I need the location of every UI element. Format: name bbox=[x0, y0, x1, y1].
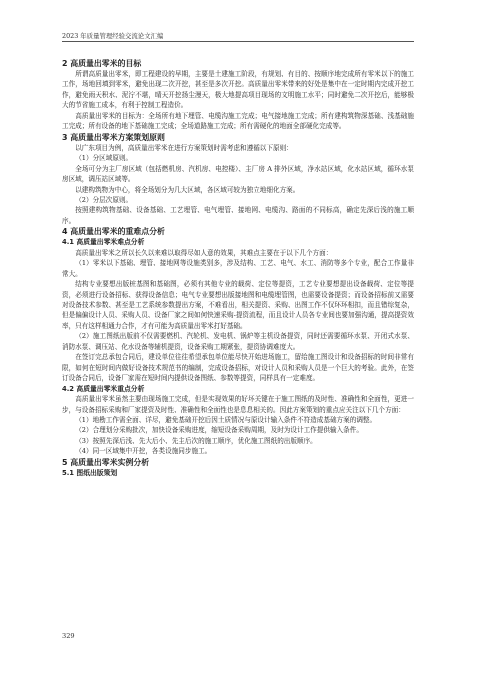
subsection-heading: 4.1 高质量出零米难点分析 bbox=[62, 238, 145, 247]
paragraph: 以广东项目为例，高质量出零米在进行方案策划时需考虑和遵循以下原则： bbox=[75, 143, 293, 152]
page-number: 329 bbox=[62, 632, 75, 640]
paragraph: （2）施工图纸出版前不仅需要燃机、汽轮机、发电机、锅炉等主机设备提资，同时还需要循环水泵、开闭式水泵、消防水泵、调压站、化水设备等辅机提资，设备采购工期紧张，提资协调难度大。 bbox=[62, 332, 414, 351]
paragraph: 所谓高质量出零米，即工程建设的早期，主要是土建施工阶段，有规划、有目的、按顺序地完成所有零米以下的施工工作，场地回填到零米，避免出现二次开挖，甚至是多次开挖。高质量出零米带来的好处是集中在一定时期内完成开挖工作，避免雨天积水、泥泞不堪，晴天开挖扬尘漫天，极大地提高项目现场的文明施工水平；同时避免二次开挖后，能够极大的节省施工成本，有利于控制工程造价。 bbox=[62, 70, 414, 110]
header-rule bbox=[62, 41, 414, 42]
paragraph: 以建构筑物为中心，将全场划分为几大区域，各区域可较为独立地细化方案。 bbox=[75, 185, 300, 194]
paragraph: 高质量出零米之所以长久以来难以取得尽如人意的效果，其难点主要在于以下几个方面： bbox=[75, 248, 333, 257]
section-heading: 3 高质量出零米方案策划原则 bbox=[62, 132, 165, 142]
paragraph: （1）地勘工作需全面、详尽，避免基础开挖后因土质情况与原设计输入条件不符造成基础方案的调整。 bbox=[75, 415, 377, 424]
running-header: 2023 年质量管理经验交流论文汇编 bbox=[62, 32, 164, 40]
paragraph: 高质量出零米虽然主要由现场施工完成，但是实现效果的好坏关键在于施工图纸的及时性、准确性和全面性，更进一步，与设备招标采购和厂家提资及时性、准确性和全面性也是息息相关的。因此方案策划的重点应关注以下几个方面： bbox=[62, 395, 414, 414]
subsection-heading: 4.2 高质量出零米重点分析 bbox=[62, 384, 145, 393]
paragraph: （2）合理划分采购批次，加快设备采购进度，缩短设备采购周期，及时为设计工作提供输入条件。 bbox=[75, 426, 363, 435]
paragraph: （4）同一区域集中开挖，各类设施同步施工。 bbox=[75, 447, 212, 456]
paragraph: （1）分区域原则。 bbox=[75, 154, 133, 163]
paragraph: （3）按照先深后浅、先大后小、先主后次的施工顺序，优化施工图纸的出版顺序。 bbox=[75, 436, 317, 445]
paragraph: （2）分层次原则。 bbox=[75, 195, 133, 204]
subsection-heading: 5.1 图纸出版策划 bbox=[62, 468, 118, 477]
paragraph: 结构专业要想出版桩基图和基础图，必须有其他专业的载荷、定位等提资，工艺专业要想提出设备载荷、定位等提资，必须进行设备招标、获得设备信息；电气专业要想出版接地图和电缆埋管图，也需要设备提资；而设备招标前又需要对设备技术参数、甚至是工艺系统参数提出方案，不难看出，相关提资、采购、出图工作不仅环环相扣，而且错综复杂，但是偏偏设计人员、采购人员、设备厂家之间如何快速采购-提资流程，而且设计人员各专业间也要加强沟通，提高提资效率，只有这样相通力合作，才有可能为高质量出零米打好基础。 bbox=[62, 280, 414, 330]
paragraph: 按照建构筑物基础、设备基础、工艺埋管、电气埋管、接地网、电缆沟、路面的不同标高，确定先深后浅的施工顺序。 bbox=[62, 206, 414, 225]
section-heading: 4 高质量出零米的重难点分析 bbox=[62, 227, 165, 237]
article-body bbox=[62, 58, 414, 478]
paragraph: （1）零米以下基础、埋管、接地网等设施类别多，涉及结构、工艺、电气、水工、消防等多个专业，配合工作量非常大。 bbox=[62, 259, 414, 278]
section-heading: 5 高质量出零米实例分析 bbox=[62, 457, 150, 467]
paragraph: 在签订完总承包合同后，建设单位往往希望承包单位能尽快开始进场施工，留给施工图设计和设备招标的时间非常有限，如何在短时间内做好设备技术规范书的编制，完成设备招标，对设计人员和采购人员是一个巨大的考验。此外，在签订设备合同后，设备厂家需在短时间内提供设备图纸、参数等提资，同样具有一定难度。 bbox=[62, 353, 414, 383]
paragraph: 高质量出零米的目标为：全场所有地下埋管、电缆沟施工完成；电气接地施工完成；所有建构筑物深基础、浅基础施工完成；所有设备的地下基础施工完成；全场道路施工完成；所有需硬化的地面全部硬化完成等。 bbox=[62, 111, 414, 131]
section-heading: 2 高质量出零米的目标 bbox=[62, 59, 142, 68]
paragraph: 全场可分为主厂房区域（包括燃机房、汽机房、电控楼）、主厂房 A 排外区域，净水站区域，化水站区域，循环水泵房区域，调压站区域等。 bbox=[62, 164, 414, 184]
